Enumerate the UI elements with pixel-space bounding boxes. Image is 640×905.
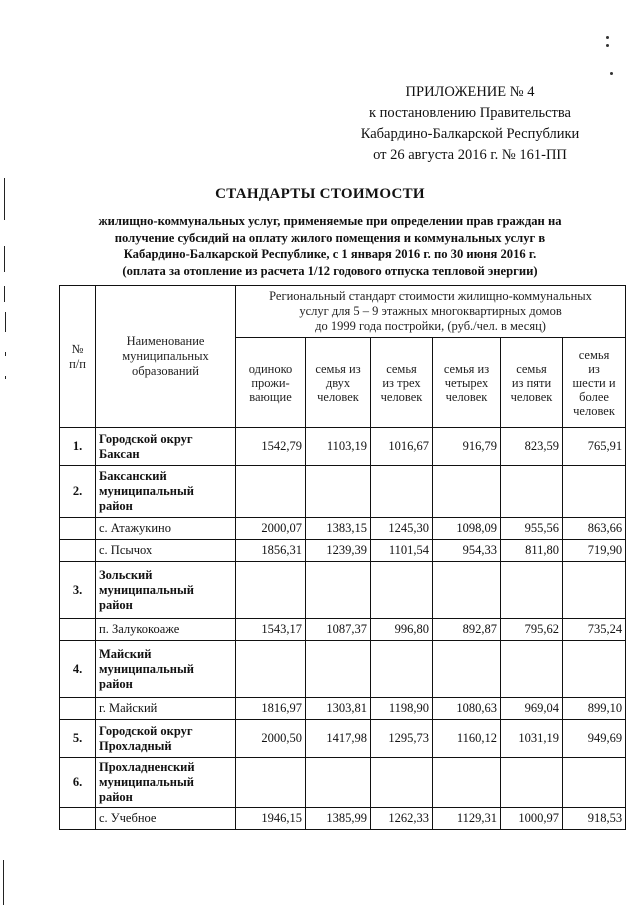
- row-value: [433, 562, 501, 619]
- row-num: 2.: [60, 466, 96, 518]
- appendix-ref: к постановлению Правительства: [369, 105, 571, 121]
- row-value: [433, 758, 501, 808]
- appendix-ref: Кабардино-Балкарской Республики: [360, 126, 580, 142]
- scan-edge-mark: [5, 312, 6, 332]
- row-name: с. Учебное: [96, 808, 236, 830]
- row-num: [60, 698, 96, 720]
- row-value: [371, 466, 433, 518]
- row-value: 1239,39: [306, 540, 371, 562]
- row-name: Зольский муниципальный район: [96, 562, 236, 619]
- row-num: [60, 619, 96, 641]
- row-value: 719,90: [563, 540, 626, 562]
- row-value: 918,53: [563, 808, 626, 830]
- row-value: 1198,90: [371, 698, 433, 720]
- document-subtitle: [60, 213, 600, 279]
- subtitle-line: (оплата за отопление из расчета 1/12 годового отпуска тепловой энергии): [122, 263, 538, 278]
- row-value: [371, 562, 433, 619]
- row-value: 955,56: [501, 518, 563, 540]
- row-name: Баксанский муниципальный район: [96, 466, 236, 518]
- scan-speck: [610, 72, 613, 75]
- row-value: [433, 466, 501, 518]
- row-value: 996,80: [371, 619, 433, 641]
- row-value: 1101,54: [371, 540, 433, 562]
- header-col: семья из шести и более человек: [563, 338, 626, 428]
- row-value: 1303,81: [306, 698, 371, 720]
- appendix-number: ПРИЛОЖЕНИЕ № 4: [405, 84, 535, 100]
- row-value: 1000,97: [501, 808, 563, 830]
- row-value: 954,33: [433, 540, 501, 562]
- row-value: [236, 466, 306, 518]
- row-value: 1856,31: [236, 540, 306, 562]
- row-value: 1262,33: [371, 808, 433, 830]
- row-num: 1.: [60, 428, 96, 466]
- appendix-block: [340, 82, 600, 166]
- row-name: Прохладненский муниципальный район: [96, 758, 236, 808]
- row-value: 1016,67: [371, 428, 433, 466]
- table-row: [60, 698, 626, 720]
- appendix-date: от 26 августа 2016 г. № 161-ПП: [373, 147, 567, 163]
- row-value: [236, 758, 306, 808]
- row-num: 4.: [60, 641, 96, 698]
- row-value: [371, 758, 433, 808]
- table-row: [60, 466, 626, 518]
- row-value: [306, 562, 371, 619]
- row-value: [371, 641, 433, 698]
- row-value: 1295,73: [371, 720, 433, 758]
- row-value: 2000,07: [236, 518, 306, 540]
- table-row: [60, 758, 626, 808]
- row-value: 899,10: [563, 698, 626, 720]
- header-col: семья из четырех человек: [433, 338, 501, 428]
- row-value: 1385,99: [306, 808, 371, 830]
- header-col: одиноко прожи- вающие: [236, 338, 306, 428]
- scan-edge-mark: [3, 860, 4, 905]
- header-col: семья из двух человек: [306, 338, 371, 428]
- row-value: 1542,79: [236, 428, 306, 466]
- row-value: [563, 641, 626, 698]
- row-value: 1129,31: [433, 808, 501, 830]
- row-value: 1103,19: [306, 428, 371, 466]
- table-row: [60, 619, 626, 641]
- row-num: 5.: [60, 720, 96, 758]
- row-name: Городской округ Баксан: [96, 428, 236, 466]
- row-value: 735,24: [563, 619, 626, 641]
- row-value: 1543,17: [236, 619, 306, 641]
- row-name: с. Псычох: [96, 540, 236, 562]
- row-value: 1080,63: [433, 698, 501, 720]
- row-value: [433, 641, 501, 698]
- table-row: [60, 808, 626, 830]
- row-value: 969,04: [501, 698, 563, 720]
- row-value: 811,80: [501, 540, 563, 562]
- row-value: 892,87: [433, 619, 501, 641]
- row-value: 795,62: [501, 619, 563, 641]
- row-value: [563, 758, 626, 808]
- scan-speck: [606, 44, 609, 47]
- row-value: 1383,15: [306, 518, 371, 540]
- scan-edge-mark: [5, 376, 6, 379]
- row-value: 1031,19: [501, 720, 563, 758]
- row-value: 916,79: [433, 428, 501, 466]
- row-num: 3.: [60, 562, 96, 619]
- row-name: с. Атажукино: [96, 518, 236, 540]
- document-title: СТАНДАРТЫ СТОИМОСТИ: [215, 186, 425, 202]
- header-num: № п/п: [60, 286, 96, 428]
- scan-edge-mark: [4, 246, 5, 272]
- scan-edge-mark: [5, 352, 6, 356]
- row-value: [501, 562, 563, 619]
- row-num: 6.: [60, 758, 96, 808]
- row-value: [236, 562, 306, 619]
- subtitle-line: Кабардино-Балкарской Республике, с 1 января 2016 г. по 30 июня 2016 г.: [123, 247, 537, 261]
- row-value: 1098,09: [433, 518, 501, 540]
- table-row: [60, 720, 626, 758]
- row-value: [306, 641, 371, 698]
- row-value: [501, 466, 563, 518]
- row-value: 863,66: [563, 518, 626, 540]
- scan-edge-mark: [4, 286, 5, 302]
- row-value: 1087,37: [306, 619, 371, 641]
- row-value: 1160,12: [433, 720, 501, 758]
- row-value: 949,69: [563, 720, 626, 758]
- table-row: [60, 641, 626, 698]
- header-group: Региональный стандарт стоимости жилищно-коммунальных услуг для 5 – 9 этажных многоквартирных домов до 1999 года постройки, (руб./чел. в месяц): [236, 286, 626, 338]
- header-col: семья из пяти человек: [501, 338, 563, 428]
- row-value: 1816,97: [236, 698, 306, 720]
- header-col: семья из трех человек: [371, 338, 433, 428]
- header-name: Наименование муниципальных образований: [96, 286, 236, 428]
- row-num: [60, 540, 96, 562]
- scan-speck: [606, 36, 609, 39]
- row-value: [563, 562, 626, 619]
- row-name: п. Залукокоаже: [96, 619, 236, 641]
- subtitle-line: получение субсидий на оплату жилого помещения и коммунальных услуг в: [114, 230, 546, 245]
- row-value: [563, 466, 626, 518]
- row-name: Городской округ Прохладный: [96, 720, 236, 758]
- row-value: [501, 758, 563, 808]
- standards-table: [59, 285, 626, 830]
- row-value: 765,91: [563, 428, 626, 466]
- row-name: г. Майский: [96, 698, 236, 720]
- row-value: [306, 758, 371, 808]
- table-row: [60, 540, 626, 562]
- row-name: Майский муниципальный район: [96, 641, 236, 698]
- row-value: 1245,30: [371, 518, 433, 540]
- row-value: [306, 466, 371, 518]
- table-row: [60, 428, 626, 466]
- row-value: 1946,15: [236, 808, 306, 830]
- row-num: [60, 808, 96, 830]
- row-num: [60, 518, 96, 540]
- row-value: [501, 641, 563, 698]
- subtitle-line: жилищно-коммунальных услуг, применяемые при определении прав граждан на: [98, 214, 562, 228]
- table-row: [60, 562, 626, 619]
- row-value: 2000,50: [236, 720, 306, 758]
- row-value: [236, 641, 306, 698]
- row-value: 823,59: [501, 428, 563, 466]
- table-row: [60, 518, 626, 540]
- row-value: 1417,98: [306, 720, 371, 758]
